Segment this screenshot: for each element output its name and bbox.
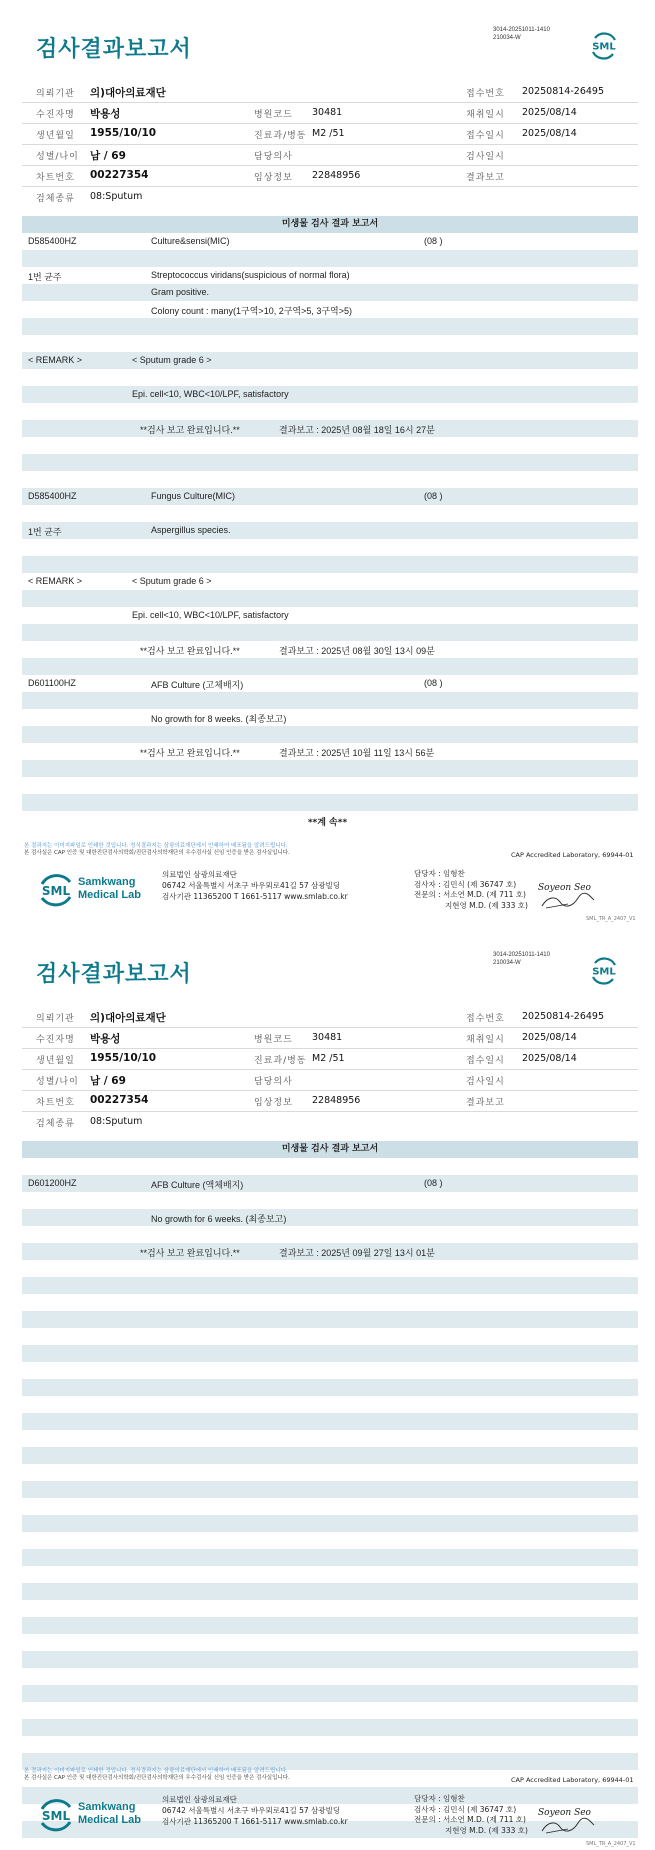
result-row [22, 1600, 638, 1617]
result-cell-c1: D585400HZ [28, 236, 77, 246]
result-row [22, 1566, 638, 1583]
result-row [22, 1260, 638, 1277]
specimen-value: 08:Sputum [90, 191, 143, 202]
result-row [22, 743, 638, 760]
result-row [22, 1719, 638, 1736]
result-row [22, 1396, 638, 1413]
birth-label: 생년월일 [36, 1056, 75, 1066]
cap-accreditation: CAP Accredited Laboratory, 69944-01 [511, 851, 634, 859]
sml-logo [589, 955, 619, 987]
result-cell-c2: AFB Culture (액체배지) [151, 1180, 244, 1190]
dept-value: M2 /51 [312, 1053, 345, 1064]
form-code: SML_TR_A_2407_V1 [586, 916, 636, 922]
result-row [22, 335, 638, 352]
info-row [22, 103, 638, 124]
chart-label: 차트번호 [36, 1098, 75, 1108]
result-cell-c1b: Epi. cell<10, WBC<10/LPF, satisfactory [132, 389, 289, 399]
clinical-value: 22848956 [312, 170, 361, 181]
result-row [22, 692, 638, 709]
specimen-label: 검체종류 [36, 1119, 75, 1129]
specimen-label: 검체종류 [36, 194, 75, 204]
result-cell-c2a: **검사 보고 완료입니다.** [140, 646, 240, 656]
receipt-date-value: 2025/08/14 [522, 1053, 577, 1064]
result-row [22, 318, 638, 335]
patient-info-table [22, 82, 638, 207]
result-row [22, 1515, 638, 1532]
birth-value: 1955/10/10 [90, 1052, 157, 1064]
receipt-no-value: 20250814-26495 [522, 1011, 605, 1022]
clinical-value: 22848956 [312, 1095, 361, 1106]
info-row [22, 1049, 638, 1070]
samkwang-logo: SML Samkwang Medical Lab [36, 1795, 146, 1835]
hospital-code-value: 30481 [312, 1032, 343, 1043]
patient-label: 수진자명 [36, 110, 75, 120]
institution-value: 의)대아의료재단 [90, 87, 166, 99]
result-row [22, 284, 638, 301]
result-cell-c2a: **검사 보고 완료입니다.** [140, 748, 240, 758]
result-row [22, 1447, 638, 1464]
sex-age-value: 남 / 69 [90, 150, 126, 162]
footer-notice: 본 결과지는 이미지파일로 인쇄한 것입니다. 정식결과지는 삼광의료재단에서 인쇄하여 배포됨을 알려드립니다. 본 검사실은 CAP 인증 및 대한진단검사의학회/진단검사의학재단의 우수검사실 신임 인증을 받은 검사실입니다. [24, 843, 290, 856]
result-row [22, 403, 638, 420]
result-row [22, 607, 638, 624]
result-row [22, 352, 638, 369]
result-row [22, 1362, 638, 1379]
collect-date-label: 채취일시 [466, 1035, 505, 1045]
result-cell-c3: 결과보고 : 2025년 08월 30일 13시 09분 [279, 646, 435, 656]
result-row [22, 1583, 638, 1600]
result-cell-c2: No growth for 6 weeks. (최종보고) [151, 1214, 287, 1224]
result-cell-c4: (08 ) [424, 678, 443, 688]
result-cell-c1: D601200HZ [28, 1178, 77, 1188]
patient-value: 박용성 [90, 1033, 121, 1045]
result-row [22, 522, 638, 539]
result-cell-c2: Streptococcus viridans(suspicious of normal flora) [151, 270, 350, 280]
result-cell-c1b: < Sputum grade 6 > [132, 576, 212, 586]
result-row [22, 1379, 638, 1396]
result-row [22, 488, 638, 505]
result-row [22, 539, 638, 556]
result-cell-c2a: **검사 보고 완료입니다.** [140, 425, 240, 435]
result-row [22, 1294, 638, 1311]
result-row [22, 301, 638, 318]
result-row [22, 658, 638, 675]
doctor-label: 담당의사 [254, 152, 293, 162]
signature-image [538, 878, 598, 912]
patient-value: 박용성 [90, 108, 121, 120]
result-cell-c2a: **검사 보고 완료입니다.** [140, 1248, 240, 1258]
svg-text:Soyeon Seo: Soyeon Seo [538, 883, 591, 893]
footer-staff: 담당자 : 임형찬 검사자 : 김민식 (제 36747 호) 전문의 : 서소연 M.D. (제 711 호) 지현영 M.D. (제 333 호) [414, 869, 528, 910]
result-row [22, 1481, 638, 1498]
result-row [22, 1226, 638, 1243]
result-row [22, 1498, 638, 1515]
result-row [22, 1413, 638, 1430]
receipt-date-label: 접수일시 [466, 1056, 505, 1066]
result-row [22, 794, 638, 811]
result-row [22, 1532, 638, 1549]
clinical-label: 임상정보 [254, 173, 293, 183]
document-id: 3014-20251011-1410 210034-W [493, 27, 550, 41]
footer-address: 의료법인 삼광의료재단 06742 서울특별시 서초구 바우뫼로41길 57 삼광빌딩 검사기관 11365200 T 1661-5117 www.smlab.co.kr [162, 870, 348, 901]
receipt-date-value: 2025/08/14 [522, 128, 577, 139]
result-row [22, 386, 638, 403]
info-row [22, 82, 638, 103]
section-header: 미생물 검사 결과 보고서 [22, 1141, 638, 1158]
doctor-label: 담당의사 [254, 1077, 293, 1087]
institution-label: 의뢰기관 [36, 89, 75, 99]
clinical-label: 임상정보 [254, 1098, 293, 1108]
result-row [22, 1328, 638, 1345]
result-cell-c4: (08 ) [424, 491, 443, 501]
sex-age-value: 남 / 69 [90, 1075, 126, 1087]
result-row [22, 267, 638, 284]
svg-text:SML: SML [41, 1809, 71, 1823]
test-date-label: 검사일시 [466, 1077, 505, 1087]
info-row [22, 145, 638, 166]
hospital-code-value: 30481 [312, 107, 343, 118]
result-cell-c2: AFB Culture (고체배지) [151, 680, 244, 690]
sml-logo [36, 1795, 76, 1835]
result-rows [22, 233, 638, 811]
form-code: SML_TR_A_2407_V1 [586, 1841, 636, 1847]
result-cell-c2: Colony count : many(1구역>10, 2구역>5, 3구역>5) [151, 306, 353, 316]
result-row [22, 1685, 638, 1702]
continued-label: **계 속** [307, 818, 348, 828]
sml-logo [589, 30, 619, 62]
result-row [22, 250, 638, 267]
result-row [22, 505, 638, 522]
result-row [22, 1277, 638, 1294]
result-cell-c1b: Epi. cell<10, WBC<10/LPF, satisfactory [132, 610, 289, 620]
result-cell-c2: Culture&sensi(MIC) [151, 236, 230, 246]
microbiology-results-page-2 [22, 1141, 638, 1850]
result-row [22, 233, 638, 250]
info-row [22, 1028, 638, 1049]
sex-age-label: 성별/나이 [36, 152, 79, 162]
document-id: 3014-20251011-1410 210034-W [493, 952, 550, 966]
result-cell-c1b: < Sputum grade 6 > [132, 355, 212, 365]
svg-text:SML: SML [592, 966, 616, 978]
result-cell-c1: < REMARK > [28, 576, 83, 586]
result-row [22, 1549, 638, 1566]
institution-label: 의뢰기관 [36, 1014, 75, 1024]
microbiology-results-page-1 [22, 216, 638, 811]
result-cell-c1: 1번 균주 [28, 527, 62, 537]
section-header: 미생물 검사 결과 보고서 [22, 216, 638, 233]
result-row [22, 369, 638, 386]
sex-age-label: 성별/나이 [36, 1077, 79, 1087]
result-row [22, 726, 638, 743]
result-row [22, 760, 638, 777]
result-cell-c1: 1번 균주 [28, 272, 62, 282]
chart-label: 차트번호 [36, 173, 75, 183]
result-cell-c1: D585400HZ [28, 491, 77, 501]
chart-value: 00227354 [90, 1094, 149, 1106]
chart-value: 00227354 [90, 169, 149, 181]
page-title: 검사결과보고서 [36, 962, 192, 987]
receipt-no-label: 접수번호 [466, 1014, 505, 1024]
report-label: 결과보고 [466, 173, 505, 183]
result-cell-c3: 결과보고 : 2025년 08월 18일 16시 27분 [279, 425, 435, 435]
result-row [22, 641, 638, 658]
result-cell-c2: Fungus Culture(MIC) [151, 491, 236, 501]
report-label: 결과보고 [466, 1098, 505, 1108]
result-row [22, 624, 638, 641]
collect-date-label: 채취일시 [466, 110, 505, 120]
dept-label: 진료과/병동 [254, 1056, 307, 1066]
specimen-value: 08:Sputum [90, 1116, 143, 1127]
result-rows [22, 1158, 638, 1850]
receipt-no-value: 20250814-26495 [522, 86, 605, 97]
result-row [22, 1634, 638, 1651]
svg-text:SML: SML [592, 41, 616, 53]
result-row [22, 1430, 638, 1447]
hospital-code-label: 병원코드 [254, 110, 293, 120]
result-row [22, 454, 638, 471]
footer-address: 의료법인 삼광의료재단 06742 서울특별시 서초구 바우뫼로41길 57 삼광빌딩 검사기관 11365200 T 1661-5117 www.smlab.co.kr [162, 1795, 348, 1826]
result-row [22, 675, 638, 692]
info-row [22, 166, 638, 187]
info-row [22, 1070, 638, 1091]
result-row [22, 556, 638, 573]
svg-text:Soyeon Seo: Soyeon Seo [538, 1808, 591, 1818]
collect-date-value: 2025/08/14 [522, 1032, 577, 1043]
result-row [22, 1702, 638, 1719]
footer-notice: 본 결과지는 이미지파일로 인쇄한 것입니다. 정식결과지는 삼광의료재단에서 인쇄하여 배포됨을 알려드립니다. 본 검사실은 CAP 인증 및 대한진단검사의학회/진단검사의학재단의 우수검사실 신임 인증을 받은 검사실입니다. [24, 1768, 290, 1781]
result-cell-c2: No growth for 8 weeks. (최종보고) [151, 714, 287, 724]
page-title: 검사결과보고서 [36, 37, 192, 62]
svg-text:SML: SML [41, 884, 71, 898]
result-row [22, 1175, 638, 1192]
result-cell-c4: (08 ) [424, 1178, 443, 1188]
result-row [22, 590, 638, 607]
signature-image [538, 1803, 598, 1837]
receipt-no-label: 접수번호 [466, 89, 505, 99]
result-row [22, 1617, 638, 1634]
result-row [22, 420, 638, 437]
result-cell-c2: Aspergillus species. [151, 525, 231, 535]
result-cell-c3: 결과보고 : 2025년 09월 27일 13시 01분 [279, 1248, 435, 1258]
info-row [22, 1112, 638, 1132]
info-row [22, 124, 638, 145]
samkwang-logo: SML Samkwang Medical Lab [36, 870, 146, 910]
collect-date-value: 2025/08/14 [522, 107, 577, 118]
result-row [22, 573, 638, 590]
result-cell-c3: 결과보고 : 2025년 10월 11일 13시 56분 [279, 748, 435, 758]
birth-value: 1955/10/10 [90, 127, 157, 139]
result-row [22, 437, 638, 454]
result-cell-c1: < REMARK > [28, 355, 83, 365]
cap-accreditation: CAP Accredited Laboratory, 69944-01 [511, 1776, 634, 1784]
footer-staff: 담당자 : 임형찬 검사자 : 김민식 (제 36747 호) 전문의 : 서소연 M.D. (제 711 호) 지현영 M.D. (제 333 호) [414, 1794, 528, 1835]
info-row [22, 187, 638, 207]
hospital-code-label: 병원코드 [254, 1035, 293, 1045]
result-row [22, 1243, 638, 1260]
result-row [22, 1192, 638, 1209]
patient-info-table [22, 1007, 638, 1132]
dept-label: 진료과/병동 [254, 131, 307, 141]
birth-label: 생년월일 [36, 131, 75, 141]
result-row [22, 1838, 638, 1850]
result-cell-c2: Gram positive. [151, 287, 210, 297]
institution-value: 의)대아의료재단 [90, 1012, 166, 1024]
report-page-2 [0, 925, 655, 1850]
info-row [22, 1007, 638, 1028]
result-row [22, 1345, 638, 1362]
patient-label: 수진자명 [36, 1035, 75, 1045]
result-cell-c4: (08 ) [424, 236, 443, 246]
info-row [22, 1091, 638, 1112]
result-row [22, 471, 638, 488]
sml-logo [36, 870, 76, 910]
result-row [22, 777, 638, 794]
result-row [22, 1311, 638, 1328]
result-row [22, 1464, 638, 1481]
result-row [22, 1668, 638, 1685]
result-row [22, 1158, 638, 1175]
dept-value: M2 /51 [312, 128, 345, 139]
result-row [22, 709, 638, 726]
result-row [22, 1651, 638, 1668]
test-date-label: 검사일시 [466, 152, 505, 162]
result-row [22, 1209, 638, 1226]
result-cell-c1: D601100HZ [28, 678, 76, 688]
receipt-date-label: 접수일시 [466, 131, 505, 141]
result-row [22, 1736, 638, 1753]
